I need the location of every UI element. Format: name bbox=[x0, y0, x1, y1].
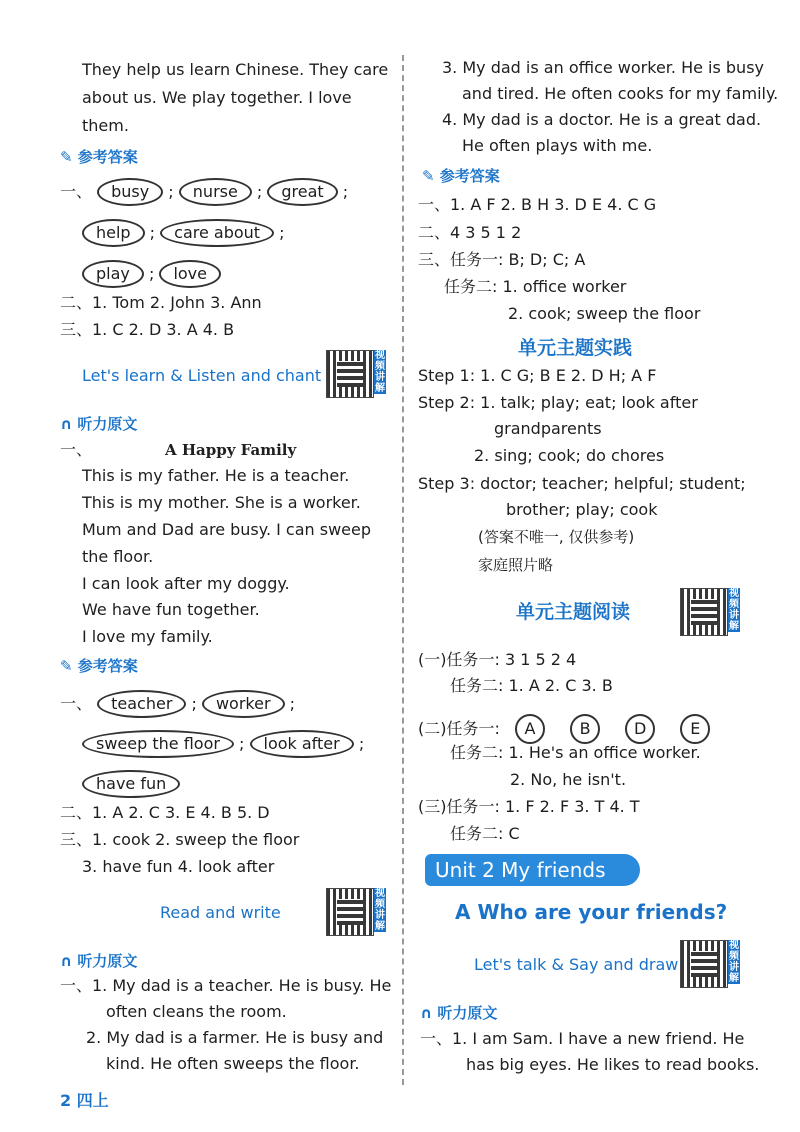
oval-answer: look after bbox=[250, 730, 354, 758]
grade-label: 四上 bbox=[76, 1091, 109, 1110]
answer-line: 三、任务一: B; D; C; A bbox=[418, 250, 586, 269]
qr-label: 视频讲解 bbox=[729, 940, 739, 984]
answer-line: 任务二: 1. He's an office worker. bbox=[450, 743, 701, 762]
oval-answer: play bbox=[82, 260, 144, 288]
step-line: Step 3: doctor; teacher; helpful; student; bbox=[418, 474, 746, 493]
passage-title: A Happy Family bbox=[165, 441, 297, 459]
text-line: I can look after my doggy. bbox=[82, 574, 290, 593]
answer-line: 二、1. Tom 2. John 3. Ann bbox=[60, 293, 262, 312]
text-line: often cleans the room. bbox=[106, 1002, 287, 1021]
text-line: 2. My dad is a farmer. He is busy and bbox=[86, 1028, 384, 1047]
oval-answer: teacher bbox=[97, 690, 186, 718]
text-line: Mum and Dad are busy. I can sweep bbox=[82, 520, 372, 539]
answer-row: play ; love bbox=[82, 260, 221, 288]
text-line: them. bbox=[82, 116, 129, 135]
text-line: 一、1. My dad is a teacher. He is busy. He bbox=[60, 976, 392, 995]
prefix: 一、 bbox=[60, 694, 93, 713]
answer-row bbox=[82, 770, 180, 798]
listening-header-text: 听力原文 bbox=[437, 1004, 498, 1022]
answer-line: 二、1. A 2. C 3. E 4. B 5. D bbox=[60, 803, 270, 822]
section-title: Read and write bbox=[160, 903, 281, 922]
oval-answer: worker bbox=[202, 690, 285, 718]
text-line: This is my mother. She is a worker. bbox=[82, 493, 361, 512]
text-line: 3. My dad is an office worker. He is busy bbox=[442, 58, 764, 77]
oval-answer: love bbox=[159, 260, 221, 288]
answer-line: 任务二: 1. A 2. C 3. B bbox=[450, 676, 613, 695]
text-line: I love my family. bbox=[82, 627, 213, 646]
text-line: the floor. bbox=[82, 547, 154, 566]
answer-header-text: 参考答案 bbox=[77, 657, 138, 675]
circled-letter: E bbox=[680, 714, 710, 744]
answer-line: 二、4 3 5 1 2 bbox=[418, 223, 522, 242]
answer-row: 一、 busy ; nurse ; great ; bbox=[60, 178, 348, 206]
oval-answer: nurse bbox=[179, 178, 252, 206]
qr-label: 视频讲解 bbox=[375, 888, 385, 932]
prefix: 一、 bbox=[60, 440, 93, 459]
answer-line: 任务二: C bbox=[450, 824, 520, 843]
unit-banner: Unit 2 My friends bbox=[425, 854, 640, 886]
circled-letter: B bbox=[570, 714, 600, 744]
text-line: 一、1. I am Sam. I have a new friend. He bbox=[420, 1029, 745, 1048]
qr-label: 视频讲解 bbox=[729, 588, 739, 632]
oval-answer: sweep the floor bbox=[82, 730, 234, 758]
answer-line: (一)任务一: 3 1 5 2 4 bbox=[418, 650, 577, 669]
answer-line: 2. No, he isn't. bbox=[510, 770, 627, 789]
answer-line: 三、1. C 2. D 3. A 4. B bbox=[60, 320, 235, 339]
qr-label: 视频讲解 bbox=[375, 350, 385, 394]
answer-header: ✎ 参考答案 bbox=[422, 167, 500, 185]
listening-header-text: 听力原文 bbox=[77, 952, 138, 970]
answer-row: sweep the floor ; look after ; bbox=[82, 730, 364, 758]
answer-label: (二)任务一: bbox=[418, 719, 500, 738]
page-number-value: 2 bbox=[60, 1091, 72, 1110]
text-line: We have fun together. bbox=[82, 600, 260, 619]
section-title: 单元主题实践 bbox=[518, 337, 633, 359]
step-line: 家庭照片略 bbox=[478, 556, 554, 574]
step-line: Step 1: 1. C G; B E 2. D H; A F bbox=[418, 366, 657, 385]
text-line: about us. We play together. I love bbox=[82, 88, 352, 107]
step-line: brother; play; cook bbox=[506, 500, 658, 519]
oval-answer: have fun bbox=[82, 770, 180, 798]
answer-line: 一、1. A F 2. B H 3. D E 4. C G bbox=[418, 195, 657, 214]
qr-code-icon[interactable] bbox=[680, 940, 728, 988]
answer-line: 三、1. cook 2. sweep the floor bbox=[60, 830, 300, 849]
answer-row: 一、 teacher ; worker ; bbox=[60, 690, 295, 718]
prefix: 一、 bbox=[60, 182, 93, 201]
text-line: They help us learn Chinese. They care bbox=[82, 60, 389, 79]
circled-letter: D bbox=[625, 714, 655, 744]
text-line: kind. He often sweeps the floor. bbox=[106, 1054, 360, 1073]
section-title: Let's talk & Say and draw bbox=[474, 955, 679, 974]
listening-header: ∩ 听力原文 bbox=[60, 415, 138, 433]
lesson-subtitle: A Who are your friends? bbox=[455, 900, 728, 924]
answer-line: 任务二: 1. office worker bbox=[444, 277, 627, 296]
step-line: grandparents bbox=[494, 419, 602, 438]
answer-header-text: 参考答案 bbox=[77, 148, 138, 166]
answer-line: 3. have fun 4. look after bbox=[82, 857, 275, 876]
column-divider bbox=[402, 55, 404, 1085]
text-line: This is my father. He is a teacher. bbox=[82, 466, 350, 485]
step-line: (答案不唯一, 仅供参考) bbox=[478, 528, 635, 546]
section-title: 单元主题阅读 bbox=[516, 601, 631, 623]
text-line: has big eyes. He likes to read books. bbox=[466, 1055, 760, 1074]
answer-line: (三)任务一: 1. F 2. F 3. T 4. T bbox=[418, 797, 640, 816]
listening-header: ∩ 听力原文 bbox=[420, 1004, 498, 1022]
circled-letter: A bbox=[515, 714, 545, 744]
page-number bbox=[60, 1088, 109, 1111]
step-line: 2. sing; cook; do chores bbox=[474, 446, 665, 465]
qr-code-icon[interactable] bbox=[326, 350, 374, 398]
section-title: Let's learn & Listen and chant bbox=[82, 366, 322, 385]
listening-header: ∩ 听力原文 bbox=[60, 952, 138, 970]
step-line: Step 2: 1. talk; play; eat; look after bbox=[418, 393, 698, 412]
text-line: 4. My dad is a doctor. He is a great dad. bbox=[442, 110, 762, 129]
answer-row: help ; care about ; bbox=[82, 219, 285, 247]
answer-header-text: 参考答案 bbox=[439, 167, 500, 185]
answer-header: ✎ 参考答案 bbox=[60, 148, 138, 166]
answer-header: ✎ 参考答案 bbox=[60, 657, 138, 675]
text-line: and tired. He often cooks for my family. bbox=[462, 84, 779, 103]
qr-code-icon[interactable] bbox=[326, 888, 374, 936]
answer-row bbox=[418, 714, 720, 744]
listening-header-text: 听力原文 bbox=[77, 415, 138, 433]
answer-line: 2. cook; sweep the floor bbox=[508, 304, 701, 323]
qr-code-icon[interactable] bbox=[680, 588, 728, 636]
oval-answer: care about bbox=[160, 219, 274, 247]
text-line: He often plays with me. bbox=[462, 136, 653, 155]
oval-answer: great bbox=[267, 178, 337, 206]
oval-answer: help bbox=[82, 219, 145, 247]
oval-answer: busy bbox=[97, 178, 163, 206]
